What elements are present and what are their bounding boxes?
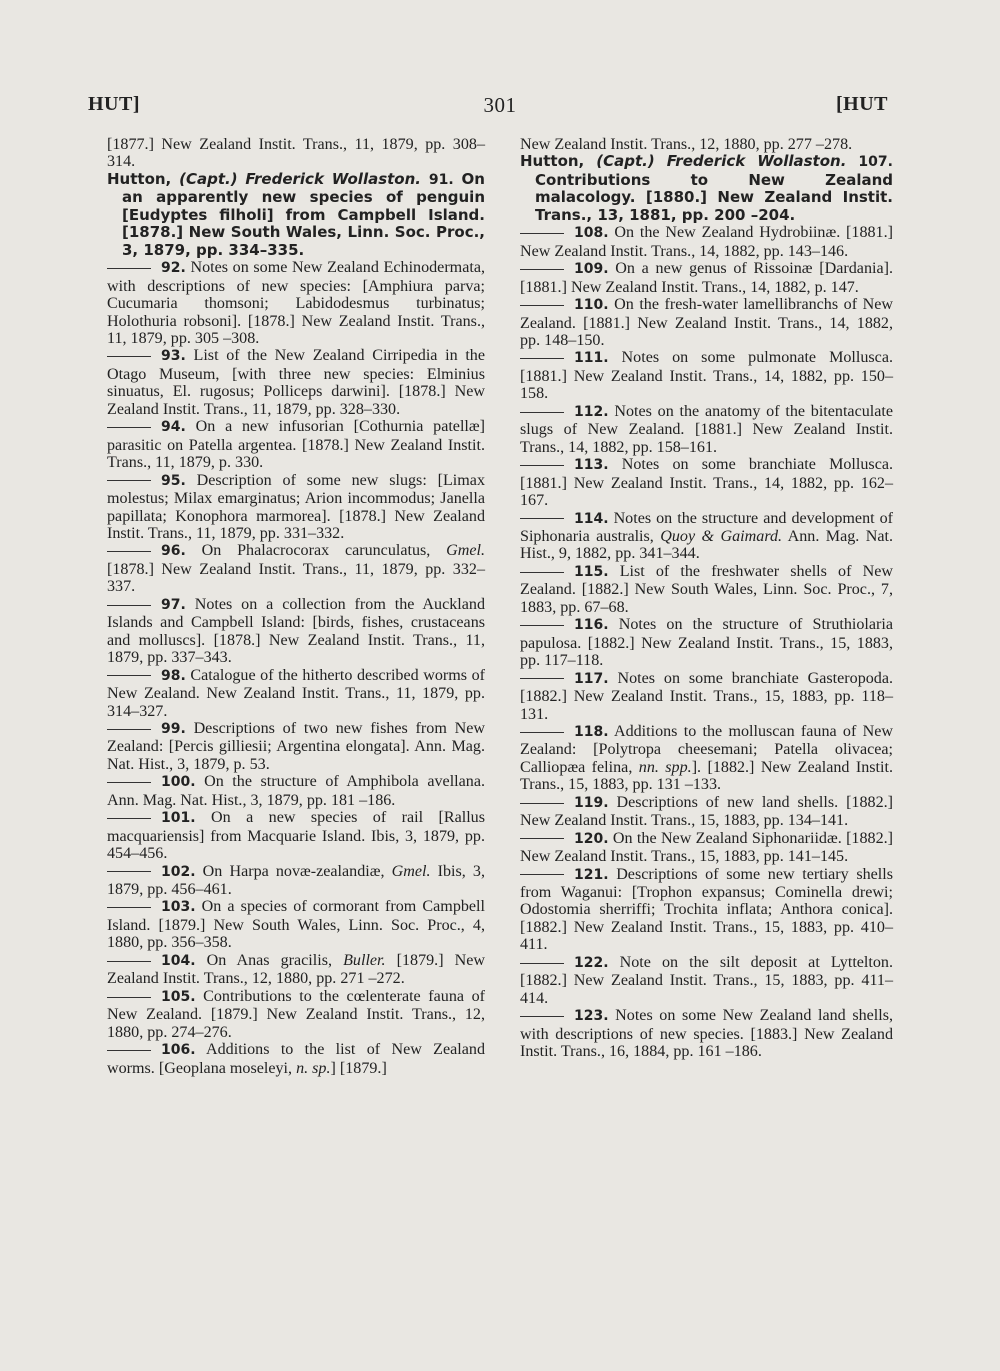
ditto-rule: [520, 874, 564, 875]
entry-number: 95.: [161, 472, 186, 489]
ditto-rule: [107, 729, 151, 730]
entry-number: 92.: [161, 260, 186, 277]
bibliography-entry: [107, 720, 485, 773]
entry-text: On Harpa novæ-zealandiæ,: [202, 862, 385, 880]
ditto-rule: [107, 480, 151, 481]
entry-text-tail: ]. [1882.] New Zealand Instit. Trans., 15, 1883, pp. 131 –133.: [520, 758, 893, 794]
entry-text-tail: Ibis, 3, 1879, pp. 456–461.: [107, 862, 485, 899]
entry-number: 94.: [161, 419, 186, 436]
entry-text: Descriptions of some new tertiary shells from Waganui: [Trophon expansus; Cominella drewi; Odostomia sherriffi; Trochita inflata; Anthora conica]. [1882.] New Zealand Instit. Trans., 15, 1883, pp. 410–411.: [520, 865, 894, 954]
entry-text-tail: Ann. Mag. Nat. Hist., 9, 1882, pp. 341–344.: [520, 527, 893, 563]
entry-number: 91.: [428, 171, 454, 188]
bibliography-entry: [107, 988, 485, 1041]
entry-italic: Gmel.: [446, 542, 485, 560]
running-head-right: [HUT: [836, 93, 888, 115]
entry-text-tail: [1878.] New Zealand Instit. Trans., 11, 1879, pp. 332–337.: [107, 560, 485, 596]
ditto-rule: [107, 782, 151, 783]
bibliography-entry: [107, 171, 485, 259]
bibliography-entry: [107, 809, 485, 862]
entry-text: Notes on some branchiate Mollusca. [1881.] New Zealand Instit. Trans., 14, 1882, pp. 162–167.: [520, 456, 893, 510]
ditto-rule: [107, 551, 151, 552]
entry-text: On the fresh-water lamellibranchs of New Zealand. [1881.] New Zealand Instit. Trans., 14, 1882, pp. 148–150.: [520, 296, 893, 349]
ditto-rule: [107, 427, 151, 428]
bibliography-entry: [520, 136, 893, 153]
bibliography-entry: [520, 866, 893, 954]
entry-number: 118.: [574, 723, 609, 740]
bibliography-entry: [107, 863, 485, 899]
ditto-rule: [520, 412, 564, 413]
bibliography-entry: [520, 670, 893, 723]
right-column: [520, 136, 893, 1061]
entry-text: Descriptions of two new fishes from New Zealand: [Percis gilliesii; Argentina elongata]. Ann. Mag. Nat. Hist., 3, 1879, p. 53.: [107, 719, 485, 773]
ditto-rule: [520, 1016, 564, 1017]
entry-number: 102.: [161, 863, 196, 880]
entry-text: Notes on the structure and development of Siphonaria australis,: [520, 509, 893, 545]
entry-number: 98.: [161, 667, 186, 684]
entry-text: On a new genus of Rissoinæ [Dardania]. [1881.] New Zealand Instit. Trans., 14, 1882, p. 147.: [520, 260, 893, 296]
bibliography-entry: [520, 1007, 893, 1060]
entry-text: New Zealand Instit. Trans., 12, 1880, pp. 277 –278.: [520, 136, 853, 153]
author-name: Hutton,: [107, 169, 172, 188]
entry-text: On a new species of rail [Rallus macquariensis] from Macquarie Island. Ibis, 3, 1879, pp. 454–456.: [107, 809, 485, 863]
bibliography-entry: [107, 667, 485, 720]
entry-text: On an apparently new species of penguin [Eudyptes filholi] from Campbell Island. [1878.] New South Wales, Linn. Soc. Proc., 3, 1879, pp. 334–335.: [122, 169, 485, 259]
entry-text: On Anas gracilis,: [206, 951, 333, 969]
ditto-rule: [107, 605, 151, 606]
entry-number: 107.: [858, 154, 893, 171]
entry-number: 105.: [161, 988, 196, 1005]
entry-text: Additions to the molluscan fauna of New Zealand: [Polytropa cheesemani; Patella olivacea; Calliopæa felina,: [520, 722, 893, 776]
entry-text: Additions to the list of New Zealand worms. [Geoplana moseleyi,: [107, 1041, 485, 1077]
entry-text: On Phalacrocorax carunculatus,: [201, 542, 431, 560]
ditto-rule: [107, 675, 151, 676]
entry-text: Catalogue of the hitherto described worms of New Zealand. New Zealand Instit. Trans., 11, 1879, pp. 314–327.: [107, 666, 485, 720]
ditto-rule: [520, 803, 564, 804]
left-column: [107, 136, 485, 1077]
entry-text: [1877.] New Zealand Instit. Trans., 11, 1879, pp. 308–314.: [107, 136, 485, 171]
entry-text: Notes on the anatomy of the bitentaculate slugs of New Zealand. [1881.] New Zealand Instit. Trans., 14, 1882, pp. 158–161.: [520, 402, 893, 456]
entry-number: 101.: [161, 810, 196, 827]
bibliography-entry: [107, 773, 485, 809]
bibliography-entry: [520, 723, 893, 794]
bibliography-entry: [107, 596, 485, 667]
entry-text: Contributions to the cœlenterate fauna of New Zealand. [1879.] New Zealand Instit. Trans., 12, 1880, pp. 274–276.: [107, 987, 485, 1041]
running-head-left: HUT]: [88, 93, 140, 115]
ditto-rule: [520, 678, 564, 679]
entry-italic: Quoy & Gaimard.: [660, 527, 783, 545]
bibliography-entry: [107, 347, 485, 418]
entry-text: List of the New Zealand Cirripedia in the Otago Museum, [with three new species: Elminius sinuatus, El. rugosus; Polliceps darwini]. [1878.] New Zealand Instit. Trans., 11, 1879, pp. 328–330.: [107, 347, 485, 418]
bibliography-entry: [107, 1041, 485, 1077]
entry-number: 120.: [574, 830, 609, 847]
bibliography-entry: [107, 259, 485, 347]
bibliography-entry: [107, 542, 485, 595]
author-name: Hutton,: [520, 152, 585, 171]
ditto-rule: [520, 305, 564, 306]
entry-text: Note on the silt deposit at Lyttelton. [1882.] New Zealand Instit. Trans., 15, 1883, pp. 411–414.: [520, 953, 893, 1007]
entry-number: 122.: [574, 954, 609, 971]
entry-text: Descriptions of new land shells. [1882.] New Zealand Instit. Trans., 15, 1883, pp. 134–141.: [520, 793, 893, 830]
entry-text: On a species of cormorant from Campbell Island. [1879.] New South Wales, Linn. Soc. Proc., 4, 1880, pp. 356–358.: [107, 898, 485, 952]
entry-text: On the New Zealand Siphonariidæ. [1882.] New Zealand Instit. Trans., 15, 1883, pp. 141–145.: [520, 829, 893, 866]
entry-number: 112.: [574, 403, 609, 420]
entry-number: 116.: [574, 617, 609, 634]
entry-text: Notes on some New Zealand land shells, with descriptions of new species. [1883.] New Zealand Instit. Trans., 16, 1884, pp. 161 –186.: [520, 1007, 893, 1061]
ditto-rule: [520, 732, 564, 733]
ditto-rule: [520, 465, 564, 466]
ditto-rule: [107, 997, 151, 998]
entry-italic: Gmel.: [391, 862, 431, 880]
entry-text: List of the freshwater shells of New Zealand. [1882.] New South Wales, Linn. Soc. Proc., 7, 1883, pp. 67–68.: [520, 562, 893, 616]
entry-number: 93.: [161, 348, 186, 365]
ditto-rule: [520, 518, 564, 519]
entry-italic: nn. spp.: [638, 758, 692, 776]
bibliography-entry: [520, 153, 893, 224]
ditto-rule: [520, 358, 564, 359]
entry-number: 123.: [574, 1008, 609, 1025]
entry-italic: Buller.: [343, 951, 386, 969]
bibliography-entry: [520, 296, 893, 349]
entry-italic: n. sp.: [296, 1059, 331, 1077]
entry-number: 114.: [574, 510, 609, 527]
bibliography-entry: [520, 954, 893, 1007]
bibliography-entry: [520, 403, 893, 456]
entry-number: 100.: [161, 774, 196, 791]
ditto-rule: [107, 871, 151, 872]
ditto-rule: [107, 268, 151, 269]
bibliography-entry: [520, 563, 893, 616]
entry-text-tail: [1879.] New Zealand Instit. Trans., 12, 1880, pp. 271 –272.: [107, 951, 486, 988]
entry-text-tail: ] [1879.]: [330, 1059, 387, 1077]
entry-number: 109.: [574, 261, 609, 278]
bibliography-entry: [520, 260, 893, 296]
entry-number: 96.: [161, 543, 186, 560]
author-forename: (Capt.) Frederick Wollaston.: [179, 169, 421, 188]
entry-number: 104.: [161, 952, 196, 969]
ditto-rule: [520, 572, 564, 573]
entry-text: Notes on some branchiate Gasteropoda. [1882.] New Zealand Instit. Trans., 15, 1883, pp. 118–131.: [520, 669, 894, 723]
entry-number: 103.: [161, 899, 196, 916]
ditto-rule: [520, 625, 564, 626]
ditto-rule: [107, 356, 151, 357]
entry-number: 111.: [574, 350, 609, 367]
author-forename: (Capt.) Frederick Wollaston.: [596, 152, 847, 171]
bibliography-entry: [520, 456, 893, 509]
ditto-rule: [520, 233, 564, 234]
ditto-rule: [520, 838, 564, 839]
entry-number: 117.: [574, 670, 609, 687]
entry-text: Contributions to New Zealand malacology. [1880.] New Zealand Instit. Trans., 13, 1881, pp. 200 –204.: [535, 170, 893, 224]
ditto-rule: [520, 269, 564, 270]
ditto-rule: [107, 961, 151, 962]
entry-number: 113.: [574, 457, 609, 474]
entry-number: 119.: [574, 794, 609, 811]
ditto-rule: [107, 907, 151, 908]
entry-text: Notes on some pulmonate Mollusca. [1881.] New Zealand Instit. Trans., 14, 1882, pp. 150–158.: [520, 349, 893, 403]
ditto-rule: [520, 963, 564, 964]
bibliography-entry: [520, 510, 893, 563]
ditto-rule: [107, 1050, 151, 1051]
ditto-rule: [107, 818, 151, 819]
bibliography-entry: [107, 418, 485, 471]
bibliography-entry: [520, 224, 893, 260]
bibliography-entry: [520, 616, 893, 669]
bibliography-entry: [107, 952, 485, 988]
entry-text: Notes on some New Zealand Echinodermata, with descriptions of new species: [Amphiura parva; Cucumaria thomsoni; Labidodesmus turbinatus; Holothuria robsoni]. [1878.] New Zealand Instit. Trans., 11, 1879, pp. 305 –308.: [107, 259, 485, 347]
bibliography-entry: [520, 349, 893, 402]
bibliography-entry: [107, 472, 485, 543]
bibliography-entry: [520, 830, 893, 866]
bibliography-entry: [107, 136, 485, 171]
bibliography-entry: [520, 794, 893, 830]
entry-number: 115.: [574, 563, 609, 580]
entry-number: 108.: [574, 225, 609, 242]
page-number: 301: [483, 93, 517, 117]
entry-number: 99.: [161, 720, 186, 737]
entry-number: 97.: [161, 596, 186, 613]
entry-text: Description of some new slugs: [Limax molestus; Milax emarginatus; Arion incommodus; Janella papillata; Konophora marmorea]. [1878.] New Zealand Instit. Trans., 11, 1879, pp. 331–332.: [107, 471, 485, 542]
entry-number: 121.: [574, 866, 609, 883]
entry-text: Notes on a collection from the Auckland Islands and Campbell Island: [birds, fishes, crustaceans and molluscs]. [1878.] New Zealand Instit. Trans., 11, 1879, pp. 337–343.: [107, 595, 485, 667]
entry-number: 106.: [161, 1042, 196, 1059]
entry-text: On the New Zealand Hydrobiinæ. [1881.] New Zealand Instit. Trans., 14, 1882, pp. 143–146.: [520, 224, 893, 260]
bibliography-entry: [107, 898, 485, 951]
entry-text: On a new infusorian [Cothurnia patellæ] parasitic on Patella argentea. [1878.] New Zealand Instit. Trans., 11, 1879, p. 330.: [107, 418, 485, 472]
entry-number: 110.: [574, 297, 609, 314]
entry-text: Notes on the structure of Struthiolaria papulosa. [1882.] New Zealand Instit. Trans., 15, 1883, pp. 117–118.: [520, 616, 893, 670]
entry-text: On the structure of Amphibola avellana. Ann. Mag. Nat. Hist., 3, 1879, pp. 181 –186.: [107, 773, 485, 809]
